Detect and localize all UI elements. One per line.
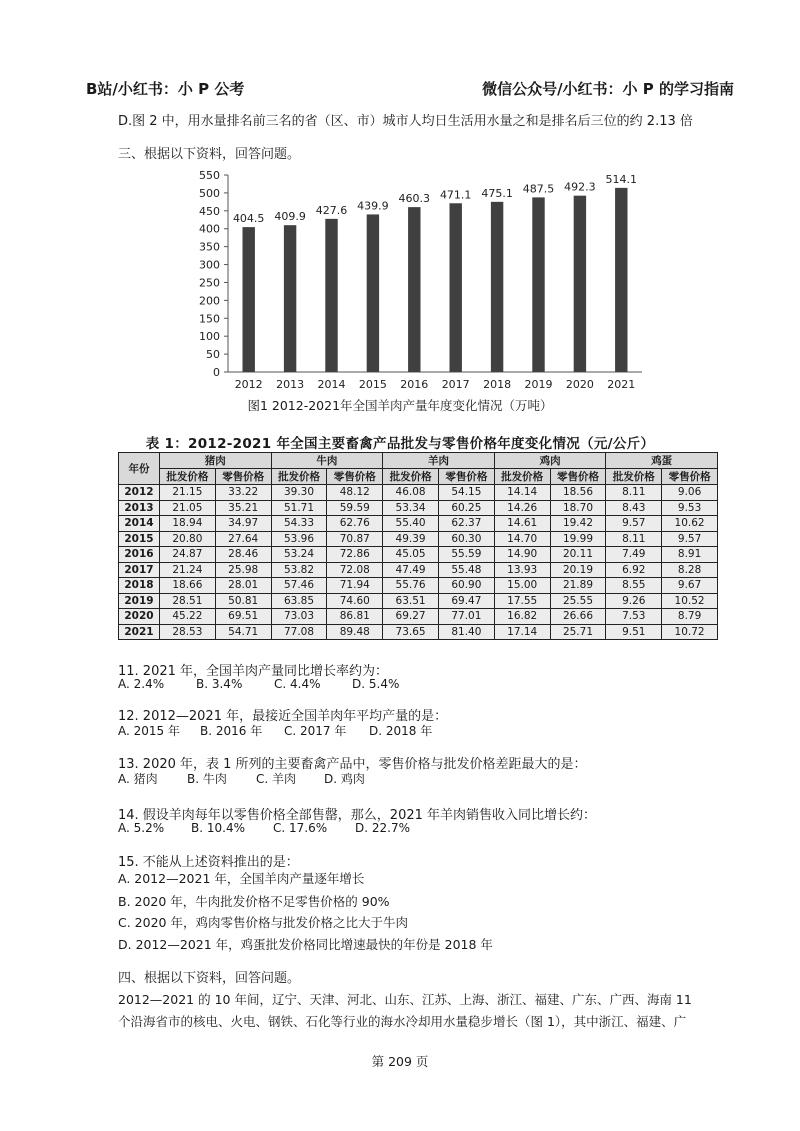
table-row (119, 593, 718, 609)
price-cell: 72.86 (327, 547, 383, 563)
year-cell: 2020 (119, 609, 160, 625)
price-cell: 46.08 (383, 485, 439, 501)
sub-header-6: 批发价格 (494, 469, 550, 485)
price-cell: 10.62 (662, 516, 718, 532)
y-tick-label: 150 (199, 312, 220, 326)
y-tick-label: 550 (199, 169, 220, 182)
price-cell: 55.40 (383, 516, 439, 532)
q14-option-a: A. 5.2% (118, 821, 165, 835)
price-cell: 28.46 (215, 547, 271, 563)
x-tick-label: 2012 (234, 378, 263, 391)
year-cell: 2013 (119, 500, 160, 516)
price-cell: 48.12 (327, 485, 383, 501)
price-cell: 53.96 (271, 531, 327, 547)
question-12-options (118, 722, 432, 739)
group-header-mutton: 羊肉 (383, 453, 495, 469)
q13-option-a: A. 猪肉 (118, 772, 158, 786)
question-12-stem: 12. 2012—2021 年，最接近全国羊肉年平均产量的是： (118, 709, 448, 724)
price-cell: 6.92 (606, 562, 662, 578)
x-tick-label: 2020 (565, 378, 594, 391)
price-cell: 81.40 (438, 624, 494, 640)
question-13-options (118, 770, 365, 787)
price-cell: 18.56 (550, 485, 606, 501)
group-header-beef: 牛肉 (271, 453, 383, 469)
q12-option-a: A. 2015 年 (118, 724, 180, 738)
q14-option-b: B. 10.4% (191, 821, 245, 835)
bar-2015 (367, 214, 379, 372)
price-cell: 13.93 (494, 562, 550, 578)
y-tick-label: 300 (199, 258, 220, 272)
price-cell: 16.82 (494, 609, 550, 625)
bar-value-label: 475.1 (481, 186, 513, 200)
section4-heading: 四、根据以下资料，回答问题。 (118, 971, 301, 986)
bar-chart-mutton-output (180, 160, 650, 395)
q12-option-b: B. 2016 年 (200, 724, 263, 738)
price-cell: 77.08 (271, 624, 327, 640)
price-cell: 55.76 (383, 578, 439, 594)
q14-option-c: C. 17.6% (273, 821, 328, 835)
price-cell: 27.64 (215, 531, 271, 547)
price-cell: 8.55 (606, 578, 662, 594)
bar-value-label: 404.5 (232, 212, 265, 226)
bar-2019 (532, 197, 544, 372)
price-cell: 45.22 (160, 609, 216, 625)
price-cell: 8.43 (606, 500, 662, 516)
table1-title: 表 1：2012-2021 年全国主要畜禽产品批发与零售价格年度变化情况（元/公斤） (145, 436, 655, 452)
price-cell: 20.80 (160, 531, 216, 547)
q11-option-c: C. 4.4% (274, 677, 321, 691)
price-cell: 18.66 (160, 578, 216, 594)
x-tick-label: 2016 (400, 378, 429, 391)
q13-option-c: C. 羊肉 (256, 772, 297, 786)
bar-2014 (325, 219, 337, 372)
price-cell: 8.11 (606, 531, 662, 547)
header-right-text: 微信公众号/小红书：小 P 的学习指南 (482, 80, 734, 98)
price-cell: 21.24 (160, 562, 216, 578)
q15-option-a: A. 2012—2021 年，全国羊肉产量逐年增长 (118, 871, 365, 886)
table-row (119, 516, 718, 532)
question-11-options (118, 677, 399, 691)
price-cell: 9.67 (662, 578, 718, 594)
x-tick-label: 2021 (607, 378, 636, 391)
year-cell: 2021 (119, 624, 160, 640)
price-cell: 47.49 (383, 562, 439, 578)
price-cell: 9.26 (606, 593, 662, 609)
table-row (119, 578, 718, 594)
price-cell: 21.15 (160, 485, 216, 501)
price-cell: 50.81 (215, 593, 271, 609)
q11-option-a: A. 2.4% (118, 677, 165, 691)
price-cell: 9.53 (662, 500, 718, 516)
price-cell: 17.55 (494, 593, 550, 609)
question-11-stem: 11. 2021 年，全国羊肉产量同比增长率约为： (118, 664, 389, 679)
table-row (119, 485, 718, 501)
group-header-egg: 鸡蛋 (606, 453, 718, 469)
price-cell: 25.71 (550, 624, 606, 640)
price-cell: 54.71 (215, 624, 271, 640)
price-cell: 9.06 (662, 485, 718, 501)
section4-paragraph-line2: 个沿海省市的核电、火电、钢铁、石化等行业的海水冷却用水量稳步增长（图 1），其中浙江、福建、广 (118, 1014, 687, 1029)
q11-option-d: D. 5.4% (352, 677, 400, 691)
question-15-stem: 15. 不能从上述资料推出的是： (118, 855, 299, 870)
price-cell: 28.01 (215, 578, 271, 594)
x-tick-label: 2018 (483, 378, 512, 391)
price-cell: 10.72 (662, 624, 718, 640)
price-cell: 24.87 (160, 547, 216, 563)
price-cell: 72.08 (327, 562, 383, 578)
price-cell: 39.30 (271, 485, 327, 501)
price-cell: 63.51 (383, 593, 439, 609)
sub-header-9: 零售价格 (662, 469, 718, 485)
price-cell: 7.49 (606, 547, 662, 563)
bar-2016 (408, 207, 420, 372)
y-tick-label: 500 (199, 186, 220, 200)
price-cell: 70.87 (327, 531, 383, 547)
price-cell: 63.85 (271, 593, 327, 609)
price-cell: 45.05 (383, 547, 439, 563)
price-cell: 20.19 (550, 562, 606, 578)
price-cell: 17.14 (494, 624, 550, 640)
price-cell: 19.42 (550, 516, 606, 532)
bar-2013 (284, 225, 296, 372)
price-cell: 49.39 (383, 531, 439, 547)
year-cell: 2019 (119, 593, 160, 609)
price-cell: 60.25 (438, 500, 494, 516)
q12-option-d: D. 2018 年 (369, 724, 433, 738)
price-cell: 59.59 (327, 500, 383, 516)
price-cell: 53.24 (271, 547, 327, 563)
table-row (119, 624, 718, 640)
price-cell: 69.27 (383, 609, 439, 625)
price-cell: 74.60 (327, 593, 383, 609)
price-cell: 54.15 (438, 485, 494, 501)
price-cell: 26.66 (550, 609, 606, 625)
table-header-row-groups (119, 453, 718, 469)
bar-value-label: 492.3 (564, 180, 596, 194)
price-table (118, 452, 718, 640)
header-left-text: B站/小红书：小 P 公考 (86, 80, 245, 98)
bar-2018 (491, 202, 503, 372)
price-cell: 10.52 (662, 593, 718, 609)
price-cell: 25.55 (550, 593, 606, 609)
year-cell: 2015 (119, 531, 160, 547)
price-cell: 53.34 (383, 500, 439, 516)
price-cell: 14.14 (494, 485, 550, 501)
price-cell: 9.57 (606, 516, 662, 532)
sub-header-0: 批发价格 (160, 469, 216, 485)
price-cell: 21.89 (550, 578, 606, 594)
price-cell: 71.94 (327, 578, 383, 594)
q13-option-b: B. 牛肉 (187, 772, 227, 786)
price-cell: 62.37 (438, 516, 494, 532)
price-cell: 20.11 (550, 547, 606, 563)
section4-paragraph-line1: 2012—2021 的 10 年间，辽宁、天津、河北、山东、江苏、上海、浙江、福建、广东、广西、海南 11 (118, 992, 692, 1007)
price-cell: 86.81 (327, 609, 383, 625)
chart1-title: 图1 2012-2021年全国羊肉产量年度变化情况（万吨） (247, 398, 553, 413)
y-tick-label: 50 (206, 348, 220, 362)
price-cell: 14.61 (494, 516, 550, 532)
q15-option-b: B. 2020 年，牛肉批发价格不足零售价格的 90% (118, 894, 390, 909)
price-cell: 77.01 (438, 609, 494, 625)
page-number: 第 209 页 (371, 1054, 429, 1069)
y-tick-label: 400 (199, 222, 220, 236)
year-cell: 2014 (119, 516, 160, 532)
year-cell: 2016 (119, 547, 160, 563)
price-cell: 18.94 (160, 516, 216, 532)
year-cell: 2017 (119, 562, 160, 578)
year-header: 年份 (119, 453, 160, 485)
sub-header-3: 零售价格 (327, 469, 383, 485)
sub-header-4: 批发价格 (383, 469, 439, 485)
bar-value-label: 514.1 (605, 172, 638, 186)
price-cell: 8.11 (606, 485, 662, 501)
price-cell: 73.03 (271, 609, 327, 625)
bar-2017 (449, 203, 461, 372)
price-cell: 28.51 (160, 593, 216, 609)
price-cell: 8.28 (662, 562, 718, 578)
bar-2012 (242, 227, 254, 372)
price-cell: 69.51 (215, 609, 271, 625)
price-cell: 14.70 (494, 531, 550, 547)
price-cell: 18.70 (550, 500, 606, 516)
price-cell: 54.33 (271, 516, 327, 532)
sub-header-2: 批发价格 (271, 469, 327, 485)
price-cell: 35.21 (215, 500, 271, 516)
price-cell: 9.51 (606, 624, 662, 640)
price-cell: 55.48 (438, 562, 494, 578)
year-cell: 2018 (119, 578, 160, 594)
price-cell: 62.76 (327, 516, 383, 532)
bar-2020 (574, 196, 586, 372)
y-tick-label: 250 (199, 276, 220, 290)
y-tick-label: 350 (199, 240, 220, 254)
bar-value-label: 409.9 (274, 210, 306, 224)
table-header-row-subheaders (119, 469, 718, 485)
price-cell: 14.26 (494, 500, 550, 516)
y-tick-label: 100 (199, 330, 220, 344)
q15-option-c: C. 2020 年，鸡肉零售价格与批发价格之比大于牛肉 (118, 915, 408, 930)
bar-value-label: 471.1 (439, 188, 472, 202)
price-cell: 34.97 (215, 516, 271, 532)
year-cell: 2012 (119, 485, 160, 501)
previous-option-d: D.图 2 中，用水量排名前三名的省（区、市）城市人均日生活用水量之和是排名后三位的约 2.13 倍 (118, 114, 693, 129)
question-13-stem: 13. 2020 年，表 1 所列的主要畜禽产品中，零售价格与批发价格差距最大的是： (118, 757, 587, 772)
price-cell: 60.90 (438, 578, 494, 594)
y-tick-label: 450 (199, 204, 220, 218)
price-cell: 57.46 (271, 578, 327, 594)
price-cell: 7.53 (606, 609, 662, 625)
table-row (119, 500, 718, 516)
y-tick-label: 200 (199, 294, 220, 308)
price-cell: 8.91 (662, 547, 718, 563)
sub-header-7: 零售价格 (550, 469, 606, 485)
bar-value-label: 427.6 (315, 203, 348, 217)
section3-heading: 三、根据以下资料，回答问题。 (118, 147, 301, 162)
price-cell: 73.65 (383, 624, 439, 640)
table-row (119, 531, 718, 547)
table-row (119, 562, 718, 578)
y-tick-label: 0 (213, 366, 220, 379)
sub-header-1: 零售价格 (215, 469, 271, 485)
bar-value-label: 487.5 (522, 182, 555, 196)
price-cell: 25.98 (215, 562, 271, 578)
q12-option-c: C. 2017 年 (284, 724, 347, 738)
price-cell: 53.82 (271, 562, 327, 578)
price-cell: 14.90 (494, 547, 550, 563)
bar-value-label: 439.9 (357, 199, 389, 213)
question-14-stem: 14. 假设羊肉每年以零售价格全部售罄，那么，2021 年羊肉销售收入同比增长约： (118, 808, 597, 823)
price-cell: 8.79 (662, 609, 718, 625)
q11-option-b: B. 3.4% (196, 677, 243, 691)
price-cell: 55.59 (438, 547, 494, 563)
price-cell: 15.00 (494, 578, 550, 594)
sub-header-8: 批发价格 (606, 469, 662, 485)
price-cell: 21.05 (160, 500, 216, 516)
price-cell: 19.99 (550, 531, 606, 547)
price-cell: 9.57 (662, 531, 718, 547)
x-tick-label: 2013 (276, 378, 305, 391)
q15-option-d: D. 2012—2021 年，鸡蛋批发价格同比增速最快的年份是 2018 年 (118, 937, 493, 952)
price-cell: 89.48 (327, 624, 383, 640)
question-14-options (118, 821, 410, 835)
sub-header-5: 零售价格 (438, 469, 494, 485)
x-tick-label: 2015 (358, 378, 387, 391)
price-cell: 69.47 (438, 593, 494, 609)
bar-value-label: 460.3 (398, 192, 431, 206)
q14-option-d: D. 22.7% (355, 821, 410, 835)
group-header-chicken: 鸡肉 (494, 453, 606, 469)
price-cell: 60.30 (438, 531, 494, 547)
price-cell: 33.22 (215, 485, 271, 501)
price-cell: 51.71 (271, 500, 327, 516)
price-cell: 28.53 (160, 624, 216, 640)
x-tick-label: 2017 (441, 378, 470, 391)
x-tick-label: 2019 (524, 378, 553, 391)
bar-2021 (615, 188, 627, 372)
table-row (119, 547, 718, 563)
q13-option-d: D. 鸡肉 (324, 772, 365, 786)
x-tick-label: 2014 (317, 378, 346, 391)
group-header-pork: 猪肉 (160, 453, 272, 469)
table-row (119, 609, 718, 625)
